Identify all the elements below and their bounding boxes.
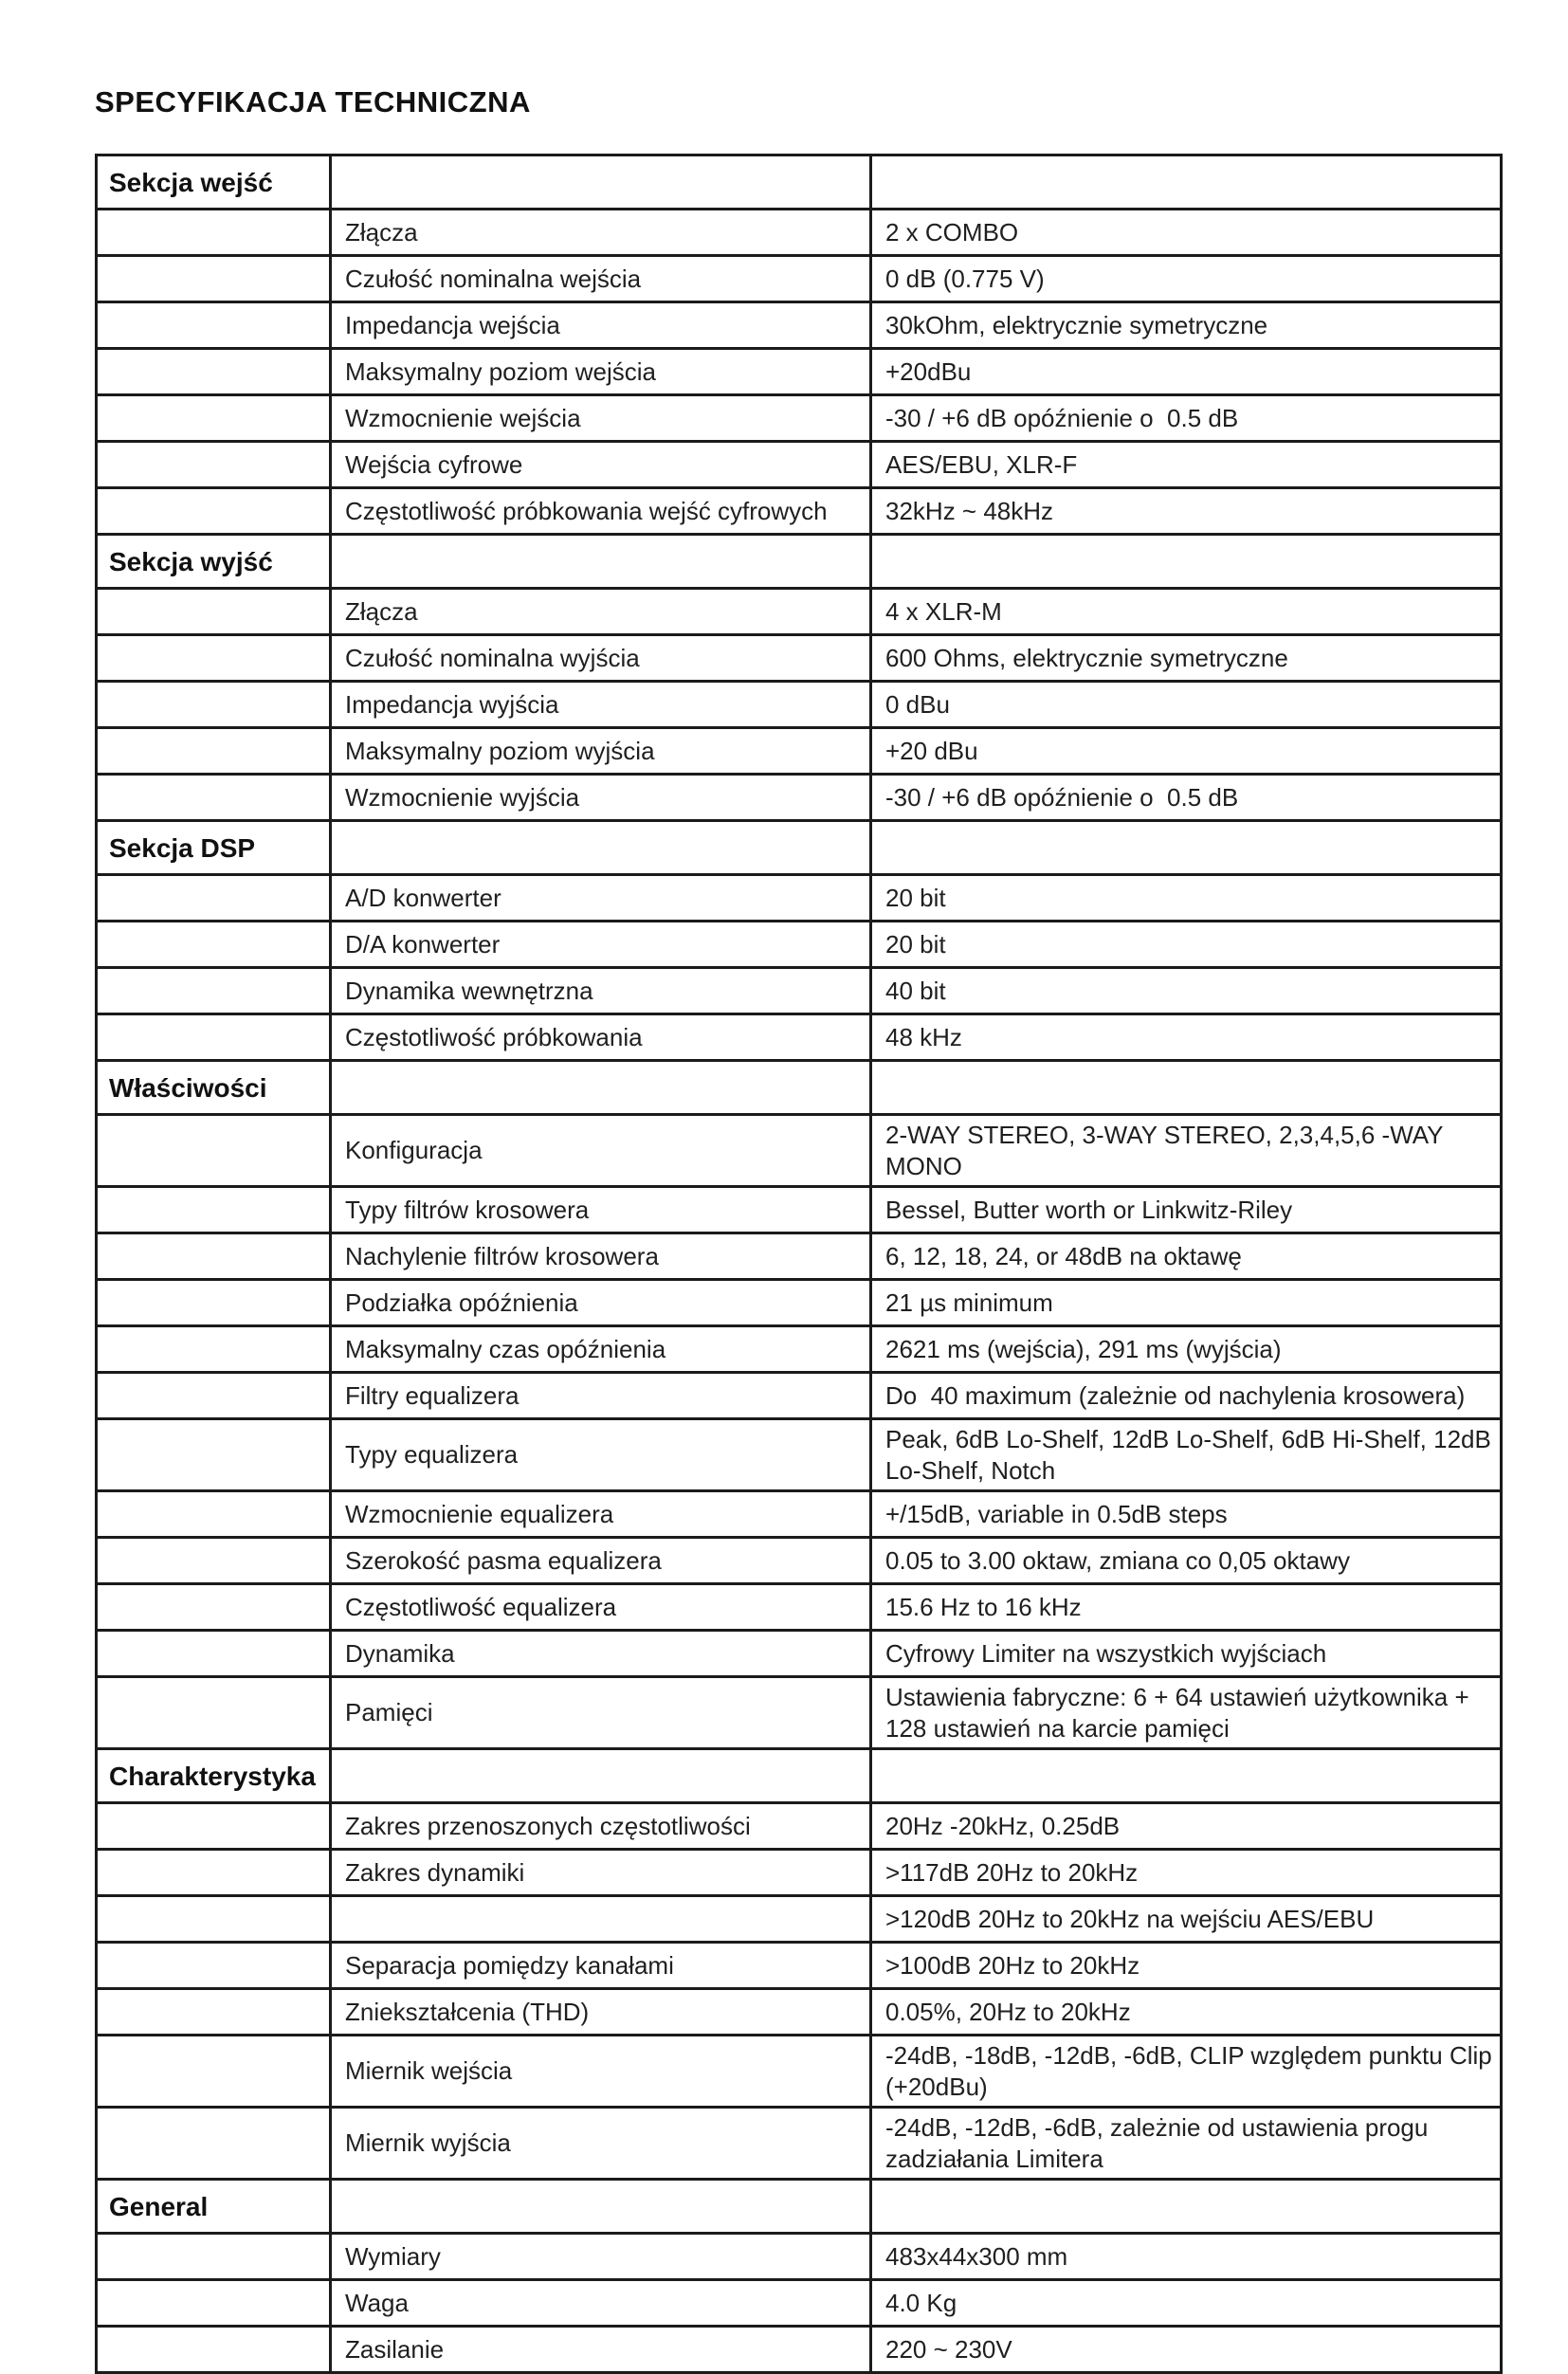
section-row [97,1749,1502,1803]
table-row [97,1943,1502,1989]
param-cell: Pamięci [331,1677,871,1749]
param-cell: Zasilanie [331,2327,871,2373]
table-row [97,1631,1502,1677]
section-cell [97,922,331,968]
section-cell [97,1850,331,1896]
param-cell: Wejścia cyfrowe [331,442,871,488]
value-cell: 6, 12, 18, 24, or 48dB na oktawę [871,1233,1502,1280]
section-cell [97,1631,331,1677]
param-cell: Miernik wejścia [331,2036,871,2108]
spec-table [95,154,1503,2374]
param-cell: Szerokość pasma equalizera [331,1538,871,1584]
section-cell: Właściwości [97,1061,331,1115]
value-cell: 30kOhm, elektrycznie symetryczne [871,302,1502,349]
table-row [97,968,1502,1014]
section-cell: Charakterystyka [97,1749,331,1803]
value-cell: 600 Ohms, elektrycznie symetryczne [871,635,1502,682]
param-cell [331,155,871,210]
section-cell [97,1373,331,1419]
section-cell [97,682,331,728]
param-cell [331,821,871,875]
param-cell: Złącza [331,589,871,635]
table-row [97,1491,1502,1538]
value-cell [871,535,1502,589]
value-cell [871,1749,1502,1803]
param-cell: Filtry equalizera [331,1373,871,1419]
value-cell: 220 ~ 230V [871,2327,1502,2373]
table-row [97,1280,1502,1326]
value-cell: 20Hz -20kHz, 0.25dB [871,1803,1502,1850]
table-row [97,2327,1502,2373]
section-cell [97,210,331,256]
param-cell: Konfiguracja [331,1115,871,1187]
spec-table-body [97,155,1502,2373]
table-row [97,922,1502,968]
value-cell: 20 bit [871,875,1502,922]
section-cell [97,1896,331,1943]
section-cell [97,302,331,349]
section-cell [97,1115,331,1187]
param-cell: Wzmocnienie wyjścia [331,775,871,821]
value-cell: 21 µs minimum [871,1280,1502,1326]
value-cell: 4 x XLR-M [871,589,1502,635]
table-row [97,1538,1502,1584]
param-cell: D/A konwerter [331,922,871,968]
section-cell [97,635,331,682]
table-row [97,302,1502,349]
value-cell: -24dB, -18dB, -12dB, -6dB, CLIP względem punktu Clip (+20dBu) [871,2036,1502,2108]
table-row [97,1373,1502,1419]
param-cell: A/D konwerter [331,875,871,922]
param-cell: Typy filtrów krosowera [331,1187,871,1233]
value-cell: Cyfrowy Limiter na wszystkich wyjściach [871,1631,1502,1677]
param-cell: Impedancja wyjścia [331,682,871,728]
value-cell: 0.05%, 20Hz to 20kHz [871,1989,1502,2036]
value-cell: Ustawienia fabryczne: 6 + 64 ustawień użytkownika + 128 ustawień na karcie pamięci [871,1677,1502,1749]
value-cell: 2-WAY STEREO, 3-WAY STEREO, 2,3,4,5,6 -WAY MONO [871,1115,1502,1187]
value-cell: 48 kHz [871,1014,1502,1061]
section-cell [97,2280,331,2327]
value-cell: +/15dB, variable in 0.5dB steps [871,1491,1502,1538]
section-cell [97,1187,331,1233]
section-cell [97,1989,331,2036]
table-row [97,395,1502,442]
section-cell [97,1584,331,1631]
value-cell: 15.6 Hz to 16 kHz [871,1584,1502,1631]
table-row [97,349,1502,395]
section-cell [97,1803,331,1850]
table-row [97,488,1502,535]
value-cell: >117dB 20Hz to 20kHz [871,1850,1502,1896]
value-cell [871,821,1502,875]
value-cell: -24dB, -12dB, -6dB, zależnie od ustawienia progu zadziałania Limitera [871,2108,1502,2180]
table-row [97,442,1502,488]
param-cell: Impedancja wejścia [331,302,871,349]
value-cell: 32kHz ~ 48kHz [871,488,1502,535]
section-cell [97,1538,331,1584]
value-cell: Bessel, Butter worth or Linkwitz-Riley [871,1187,1502,1233]
param-cell: Miernik wyjścia [331,2108,871,2180]
section-cell [97,1233,331,1280]
table-row [97,1187,1502,1233]
value-cell: -30 / +6 dB opóźnienie o 0.5 dB [871,775,1502,821]
param-cell: Podziałka opóźnienia [331,1280,871,1326]
section-cell [97,1677,331,1749]
section-cell [97,589,331,635]
param-cell: Dynamika [331,1631,871,1677]
table-row [97,875,1502,922]
section-cell [97,875,331,922]
section-cell [97,968,331,1014]
section-cell [97,442,331,488]
page-title: SPECYFIKACJA TECHNICZNA [95,85,531,119]
section-cell: General [97,2180,331,2234]
param-cell: Separacja pomiędzy kanałami [331,1943,871,1989]
section-cell [97,2327,331,2373]
value-cell: +20dBu [871,349,1502,395]
param-cell [331,2180,871,2234]
section-cell: Sekcja wejść [97,155,331,210]
value-cell: 0 dB (0.775 V) [871,256,1502,302]
param-cell: Zakres dynamiki [331,1850,871,1896]
table-row [97,775,1502,821]
value-cell: >120dB 20Hz to 20kHz na wejściu AES/EBU [871,1896,1502,1943]
param-cell: Maksymalny czas opóźnienia [331,1326,871,1373]
section-cell: Sekcja DSP [97,821,331,875]
param-cell: Wymiary [331,2234,871,2280]
section-cell: Sekcja wyjść [97,535,331,589]
table-row [97,589,1502,635]
section-cell [97,2108,331,2180]
value-cell: Do 40 maximum (zależnie od nachylenia krosowera) [871,1373,1502,1419]
param-cell: Nachylenie filtrów krosowera [331,1233,871,1280]
table-row [97,2280,1502,2327]
param-cell: Typy equalizera [331,1419,871,1491]
table-row [97,1419,1502,1491]
section-cell [97,488,331,535]
value-cell: 4.0 Kg [871,2280,1502,2327]
param-cell [331,1749,871,1803]
value-cell: >100dB 20Hz to 20kHz [871,1943,1502,1989]
table-row [97,1850,1502,1896]
table-row [97,1115,1502,1187]
value-cell: 0.05 to 3.00 oktaw, zmiana co 0,05 oktawy [871,1538,1502,1584]
section-row [97,821,1502,875]
table-row [97,728,1502,775]
section-cell [97,2234,331,2280]
value-cell: +20 dBu [871,728,1502,775]
value-cell: 2621 ms (wejścia), 291 ms (wyjścia) [871,1326,1502,1373]
value-cell [871,2180,1502,2234]
section-cell [97,1326,331,1373]
section-row [97,2180,1502,2234]
param-cell: Wzmocnienie wejścia [331,395,871,442]
value-cell: Peak, 6dB Lo-Shelf, 12dB Lo-Shelf, 6dB Hi-Shelf, 12dB Lo-Shelf, Notch [871,1419,1502,1491]
table-row [97,1896,1502,1943]
param-cell: Dynamika wewnętrzna [331,968,871,1014]
table-row [97,1326,1502,1373]
value-cell: 0 dBu [871,682,1502,728]
value-cell: 2 x COMBO [871,210,1502,256]
param-cell [331,535,871,589]
param-cell [331,1896,871,1943]
param-cell: Maksymalny poziom wejścia [331,349,871,395]
param-cell: Złącza [331,210,871,256]
param-cell: Częstotliwość próbkowania [331,1014,871,1061]
value-cell: 20 bit [871,922,1502,968]
value-cell: -30 / +6 dB opóźnienie o 0.5 dB [871,395,1502,442]
table-row [97,1584,1502,1631]
section-cell [97,728,331,775]
param-cell: Wzmocnienie equalizera [331,1491,871,1538]
value-cell: 483x44x300 mm [871,2234,1502,2280]
param-cell: Maksymalny poziom wyjścia [331,728,871,775]
table-row [97,2108,1502,2180]
table-row [97,2036,1502,2108]
param-cell: Zakres przenoszonych częstotliwości [331,1803,871,1850]
param-cell [331,1061,871,1115]
table-row [97,1803,1502,1850]
table-row [97,256,1502,302]
table-row [97,1014,1502,1061]
param-cell: Zniekształcenia (THD) [331,1989,871,2036]
value-cell [871,1061,1502,1115]
param-cell: Częstotliwość equalizera [331,1584,871,1631]
section-row [97,1061,1502,1115]
section-cell [97,1491,331,1538]
section-cell [97,256,331,302]
section-cell [97,775,331,821]
section-row [97,535,1502,589]
section-cell [97,1280,331,1326]
table-row [97,635,1502,682]
section-cell [97,395,331,442]
table-row [97,682,1502,728]
param-cell: Czułość nominalna wejścia [331,256,871,302]
section-cell [97,1943,331,1989]
section-cell [97,2036,331,2108]
table-row [97,210,1502,256]
section-cell [97,349,331,395]
table-row [97,1989,1502,2036]
param-cell: Częstotliwość próbkowania wejść cyfrowych [331,488,871,535]
param-cell: Waga [331,2280,871,2327]
section-cell [97,1014,331,1061]
section-cell [97,1419,331,1491]
param-cell: Czułość nominalna wyjścia [331,635,871,682]
table-row [97,2234,1502,2280]
table-row [97,1677,1502,1749]
value-cell [871,155,1502,210]
section-row [97,155,1502,210]
table-row [97,1233,1502,1280]
value-cell: AES/EBU, XLR-F [871,442,1502,488]
value-cell: 40 bit [871,968,1502,1014]
